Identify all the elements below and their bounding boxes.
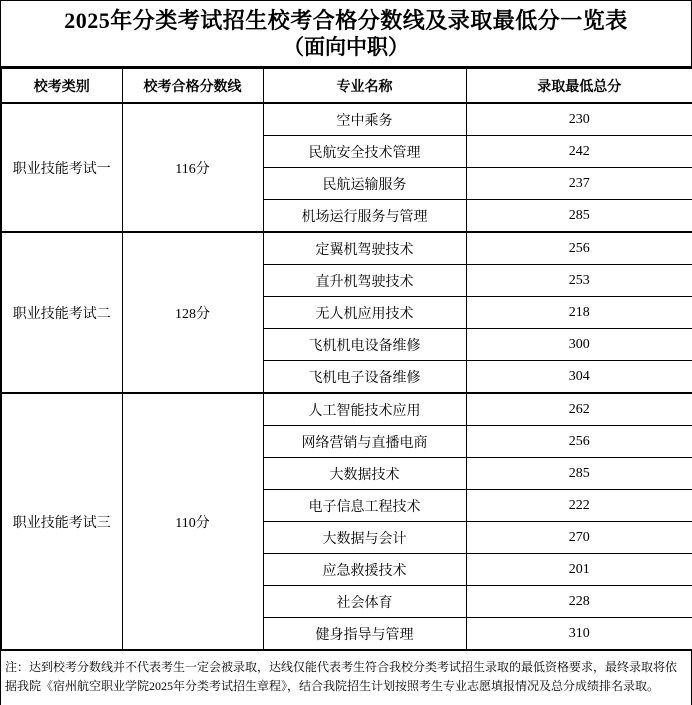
major-name-cell: 网络营销与直播电商	[263, 426, 466, 458]
page-subtitle: （面向中职）	[283, 35, 409, 59]
footnote: 注：达到校考分数线并不代表考生一定会被录取，达线仅能代表考生符合我校分类考试招生录取的最低资格要求，最终录取将依据我院《宿州航空职业学院2025年分类考试招生章程》，结合我院招生计划按照考生专业志愿填报情况及总分成绩排名录取。	[0, 651, 692, 705]
min-score-cell: 242	[466, 136, 692, 168]
min-score-cell: 256	[466, 232, 692, 265]
min-score-cell: 270	[466, 522, 692, 554]
major-name-cell: 定翼机驾驶技术	[263, 232, 466, 265]
header-row	[1, 68, 692, 103]
min-score-cell: 285	[466, 458, 692, 490]
major-name-cell: 大数据与会计	[263, 522, 466, 554]
category-cell: 职业技能考试三	[1, 393, 122, 650]
min-score-cell: 230	[466, 103, 692, 136]
major-name-cell: 飞机机电设备维修	[263, 329, 466, 361]
header-pass-line: 校考合格分数线	[122, 68, 263, 103]
major-name-cell: 电子信息工程技术	[263, 490, 466, 522]
min-score-cell: 256	[466, 426, 692, 458]
min-score-cell: 201	[466, 554, 692, 586]
min-score-cell: 310	[466, 618, 692, 651]
min-score-cell: 262	[466, 393, 692, 426]
score-table	[0, 67, 692, 651]
major-name-cell: 民航安全技术管理	[263, 136, 466, 168]
title-block	[0, 0, 692, 67]
min-score-cell: 228	[466, 586, 692, 618]
min-score-cell: 304	[466, 361, 692, 394]
header-min-score: 录取最低总分	[466, 68, 692, 103]
min-score-cell: 253	[466, 265, 692, 297]
major-name-cell: 人工智能技术应用	[263, 393, 466, 426]
pass-line-cell: 116分	[122, 103, 263, 232]
min-score-cell: 285	[466, 200, 692, 233]
table-row	[1, 393, 692, 426]
min-score-cell: 300	[466, 329, 692, 361]
major-name-cell: 大数据技术	[263, 458, 466, 490]
major-name-cell: 健身指导与管理	[263, 618, 466, 651]
major-name-cell: 应急救援技术	[263, 554, 466, 586]
major-name-cell: 空中乘务	[263, 103, 466, 136]
header-exam-category: 校考类别	[1, 68, 122, 103]
major-name-cell: 直升机驾驶技术	[263, 265, 466, 297]
major-name-cell: 民航运输服务	[263, 168, 466, 200]
category-cell: 职业技能考试一	[1, 103, 122, 232]
min-score-cell: 218	[466, 297, 692, 329]
major-name-cell: 机场运行服务与管理	[263, 200, 466, 233]
pass-line-cell: 128分	[122, 232, 263, 393]
min-score-cell: 222	[466, 490, 692, 522]
pass-line-cell: 110分	[122, 393, 263, 650]
header-major-name: 专业名称	[263, 68, 466, 103]
page-title: 2025年分类考试招生校考合格分数线及录取最低分一览表	[64, 8, 628, 33]
table-row	[1, 103, 692, 136]
major-name-cell: 社会体育	[263, 586, 466, 618]
category-cell: 职业技能考试二	[1, 232, 122, 393]
major-name-cell: 无人机应用技术	[263, 297, 466, 329]
min-score-cell: 237	[466, 168, 692, 200]
table-row	[1, 232, 692, 265]
major-name-cell: 飞机电子设备维修	[263, 361, 466, 394]
